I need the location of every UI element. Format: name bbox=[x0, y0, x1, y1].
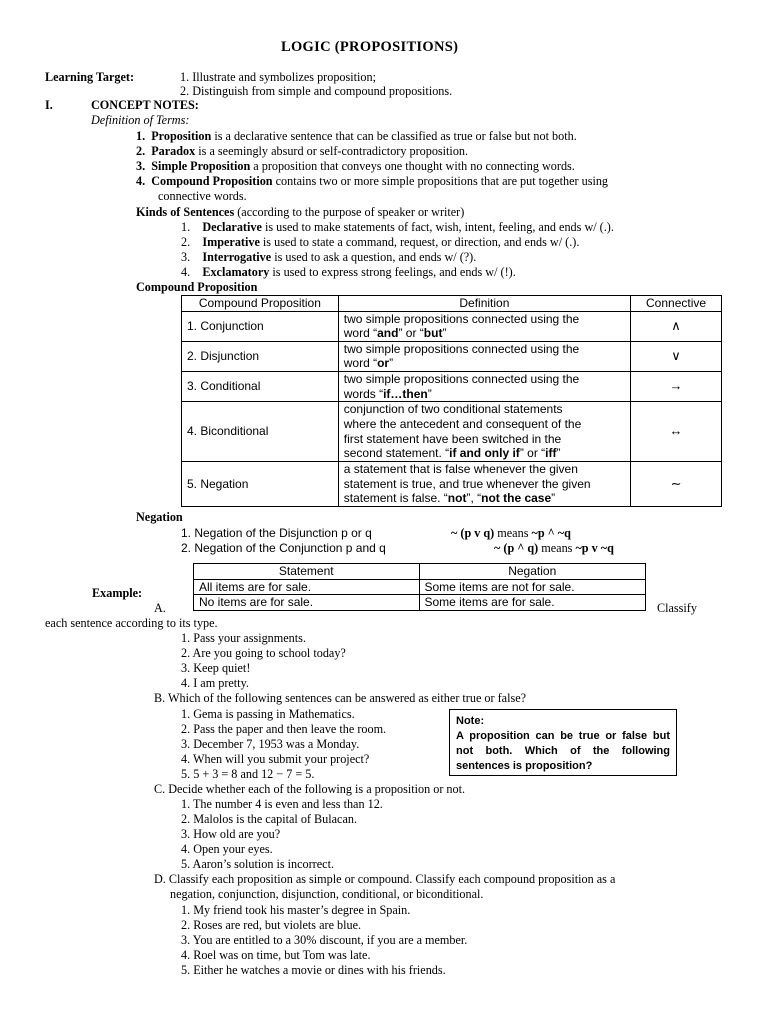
proposition-type: 2. Disjunction bbox=[182, 341, 339, 371]
proposition-type: 5. Negation bbox=[182, 462, 339, 507]
connective-symbol: ↔ bbox=[631, 402, 722, 462]
exercise-item: 1. My friend took his master’s degree in Spain. bbox=[181, 903, 411, 917]
exercise-item: 3. You are entitled to a 30% discount, if you are a member. bbox=[181, 933, 468, 947]
exercise-item: 2. Malolos is the capital of Bulacan. bbox=[181, 812, 357, 826]
page-title: LOGIC (PROPOSITIONS) bbox=[281, 39, 459, 55]
table-row bbox=[182, 462, 722, 507]
proposition-type: 3. Conditional bbox=[182, 371, 339, 401]
definition-item: 1. Proposition is a declarative sentence that can be classified as true or false but not both. bbox=[136, 129, 577, 143]
exercise-item: 1. Pass your assignments. bbox=[181, 631, 306, 645]
exercise-item: 4. I am pretty. bbox=[181, 676, 249, 690]
definition-item: 3. Simple Proposition a proposition that conveys one thought with no connecting words. bbox=[136, 159, 575, 173]
table-row bbox=[182, 371, 722, 401]
section-numeral: I. bbox=[45, 98, 53, 112]
proposition-type: 4. Biconditional bbox=[182, 402, 339, 462]
kind-item: 1. Declarative is used to make statements of fact, wish, intent, feeling, and ends w/ (.). bbox=[181, 220, 614, 234]
exercise-item: 3. How old are you? bbox=[181, 827, 281, 841]
connective-symbol: → bbox=[631, 371, 722, 401]
exercise-b-heading: B. Which of the following sentences can be answered as either true or false? bbox=[154, 691, 527, 705]
note-box bbox=[449, 709, 677, 776]
table-header-row bbox=[194, 564, 646, 580]
example-label: Example: bbox=[92, 586, 143, 600]
exercise-item: 1. Gema is passing in Mathematics. bbox=[181, 707, 355, 721]
negation-cell: Some items are for sale. bbox=[419, 595, 646, 611]
column-header: Compound Proposition bbox=[182, 296, 339, 312]
kinds-heading: Kinds of Sentences (according to the purpose of speaker or writer) bbox=[136, 205, 465, 219]
exercise-a-heading: Classify bbox=[657, 601, 697, 615]
exercise-a-heading-continued: each sentence according to its type. bbox=[45, 616, 218, 630]
exercise-item: 2. Pass the paper and then leave the room. bbox=[181, 722, 387, 736]
statement-negation-table bbox=[193, 563, 646, 611]
definition-item-continued: connective words. bbox=[158, 189, 247, 203]
exercise-item: 3. December 7, 1953 was a Monday. bbox=[181, 737, 360, 751]
kind-item: 4. Exclamatory is used to express strong feelings, and ends w/ (!). bbox=[181, 265, 516, 279]
column-header: Negation bbox=[419, 564, 646, 580]
compound-proposition-table bbox=[181, 295, 722, 507]
proposition-definition: two simple propositions connected using the words “if…then” bbox=[338, 371, 630, 401]
exercise-item: 4. Roel was on time, but Tom was late. bbox=[181, 948, 371, 962]
exercise-item: 3. Keep quiet! bbox=[181, 661, 251, 675]
negation-rule-label: 1. Negation of the Disjunction p or q bbox=[181, 526, 372, 540]
definition-item: 4. Compound Proposition contains two or more simple propositions that are put together using bbox=[136, 174, 609, 188]
negation-rule-formula: ~ (p ^ q) means ~p v ~q bbox=[494, 541, 614, 555]
exercise-item: 2. Are you going to school today? bbox=[181, 646, 346, 660]
connective-symbol: ∧ bbox=[631, 311, 722, 341]
table-row bbox=[194, 595, 646, 611]
connective-symbol: ∨ bbox=[631, 341, 722, 371]
table-header-row bbox=[182, 296, 722, 312]
negation-cell: Some items are not for sale. bbox=[419, 579, 646, 595]
definition-heading: Definition of Terms: bbox=[91, 113, 190, 127]
exercise-item: 2. Roses are red, but violets are blue. bbox=[181, 918, 362, 932]
compound-heading: Compound Proposition bbox=[136, 280, 258, 294]
learning-target-label: Learning Target: bbox=[45, 70, 135, 84]
definition-item: 2. Paradox is a seemingly absurd or self-contradictory proposition. bbox=[136, 144, 469, 158]
proposition-definition: a statement that is false whenever the given statement is true, and true whenever the given statement is false. “not”, “not the case” bbox=[338, 462, 630, 507]
table-row bbox=[182, 311, 722, 341]
exercise-item: 1. The number 4 is even and less than 12. bbox=[181, 797, 383, 811]
proposition-definition: two simple propositions connected using the word “or” bbox=[338, 341, 630, 371]
connective-symbol: ∼ bbox=[631, 462, 722, 507]
exercise-item: 5. 5 + 3 = 8 and 12 − 7 = 5. bbox=[181, 767, 315, 781]
proposition-definition: conjunction of two conditional statements where the antecedent and consequent of the first statement have been switched in the second statement. “if and only if” or “iff” bbox=[338, 402, 630, 462]
section-heading: CONCEPT NOTES: bbox=[91, 98, 199, 112]
table-row bbox=[194, 579, 646, 595]
column-header: Connective bbox=[631, 296, 722, 312]
negation-rule-label: 2. Negation of the Conjunction p and q bbox=[181, 541, 386, 555]
exercise-item: 5. Aaron’s solution is incorrect. bbox=[181, 857, 334, 871]
proposition-type: 1. Conjunction bbox=[182, 311, 339, 341]
table-row bbox=[182, 402, 722, 462]
exercise-a-letter: A. bbox=[154, 601, 166, 615]
column-header: Definition bbox=[338, 296, 630, 312]
exercise-item: 4. Open your eyes. bbox=[181, 842, 273, 856]
column-header: Statement bbox=[194, 564, 420, 580]
statement-cell: All items are for sale. bbox=[194, 579, 420, 595]
exercise-d-heading-continued: negation, conjunction, disjunction, conditional, or biconditional. bbox=[170, 887, 484, 901]
note-text: A proposition can be true or false but not both. Which of the following sentences is proposition? bbox=[456, 730, 670, 772]
proposition-definition: two simple propositions connected using the word “and” or “but” bbox=[338, 311, 630, 341]
table-row bbox=[182, 341, 722, 371]
exercise-d-heading: D. Classify each proposition as simple or compound. Classify each compound proposition as a bbox=[154, 872, 616, 886]
exercise-item: 5. Either he watches a movie or dines with his friends. bbox=[181, 963, 446, 977]
exercise-c-heading: C. Decide whether each of the following is a proposition or not. bbox=[154, 782, 466, 796]
learning-target-item: 1. Illustrate and symbolizes proposition; bbox=[180, 70, 376, 84]
exercise-item: 4. When will you submit your project? bbox=[181, 752, 370, 766]
learning-target-item: 2. Distinguish from simple and compound propositions. bbox=[180, 84, 453, 98]
negation-rule-formula: ~ (p v q) means ~p ^ ~q bbox=[451, 526, 571, 540]
negation-heading: Negation bbox=[136, 510, 183, 524]
statement-cell: No items are for sale. bbox=[194, 595, 420, 611]
kind-item: 2. Imperative is used to state a command, request, or direction, and ends w/ (.). bbox=[181, 235, 580, 249]
note-title: Note: bbox=[456, 715, 485, 727]
kind-item: 3. Interrogative is used to ask a question, and ends w/ (?). bbox=[181, 250, 477, 264]
